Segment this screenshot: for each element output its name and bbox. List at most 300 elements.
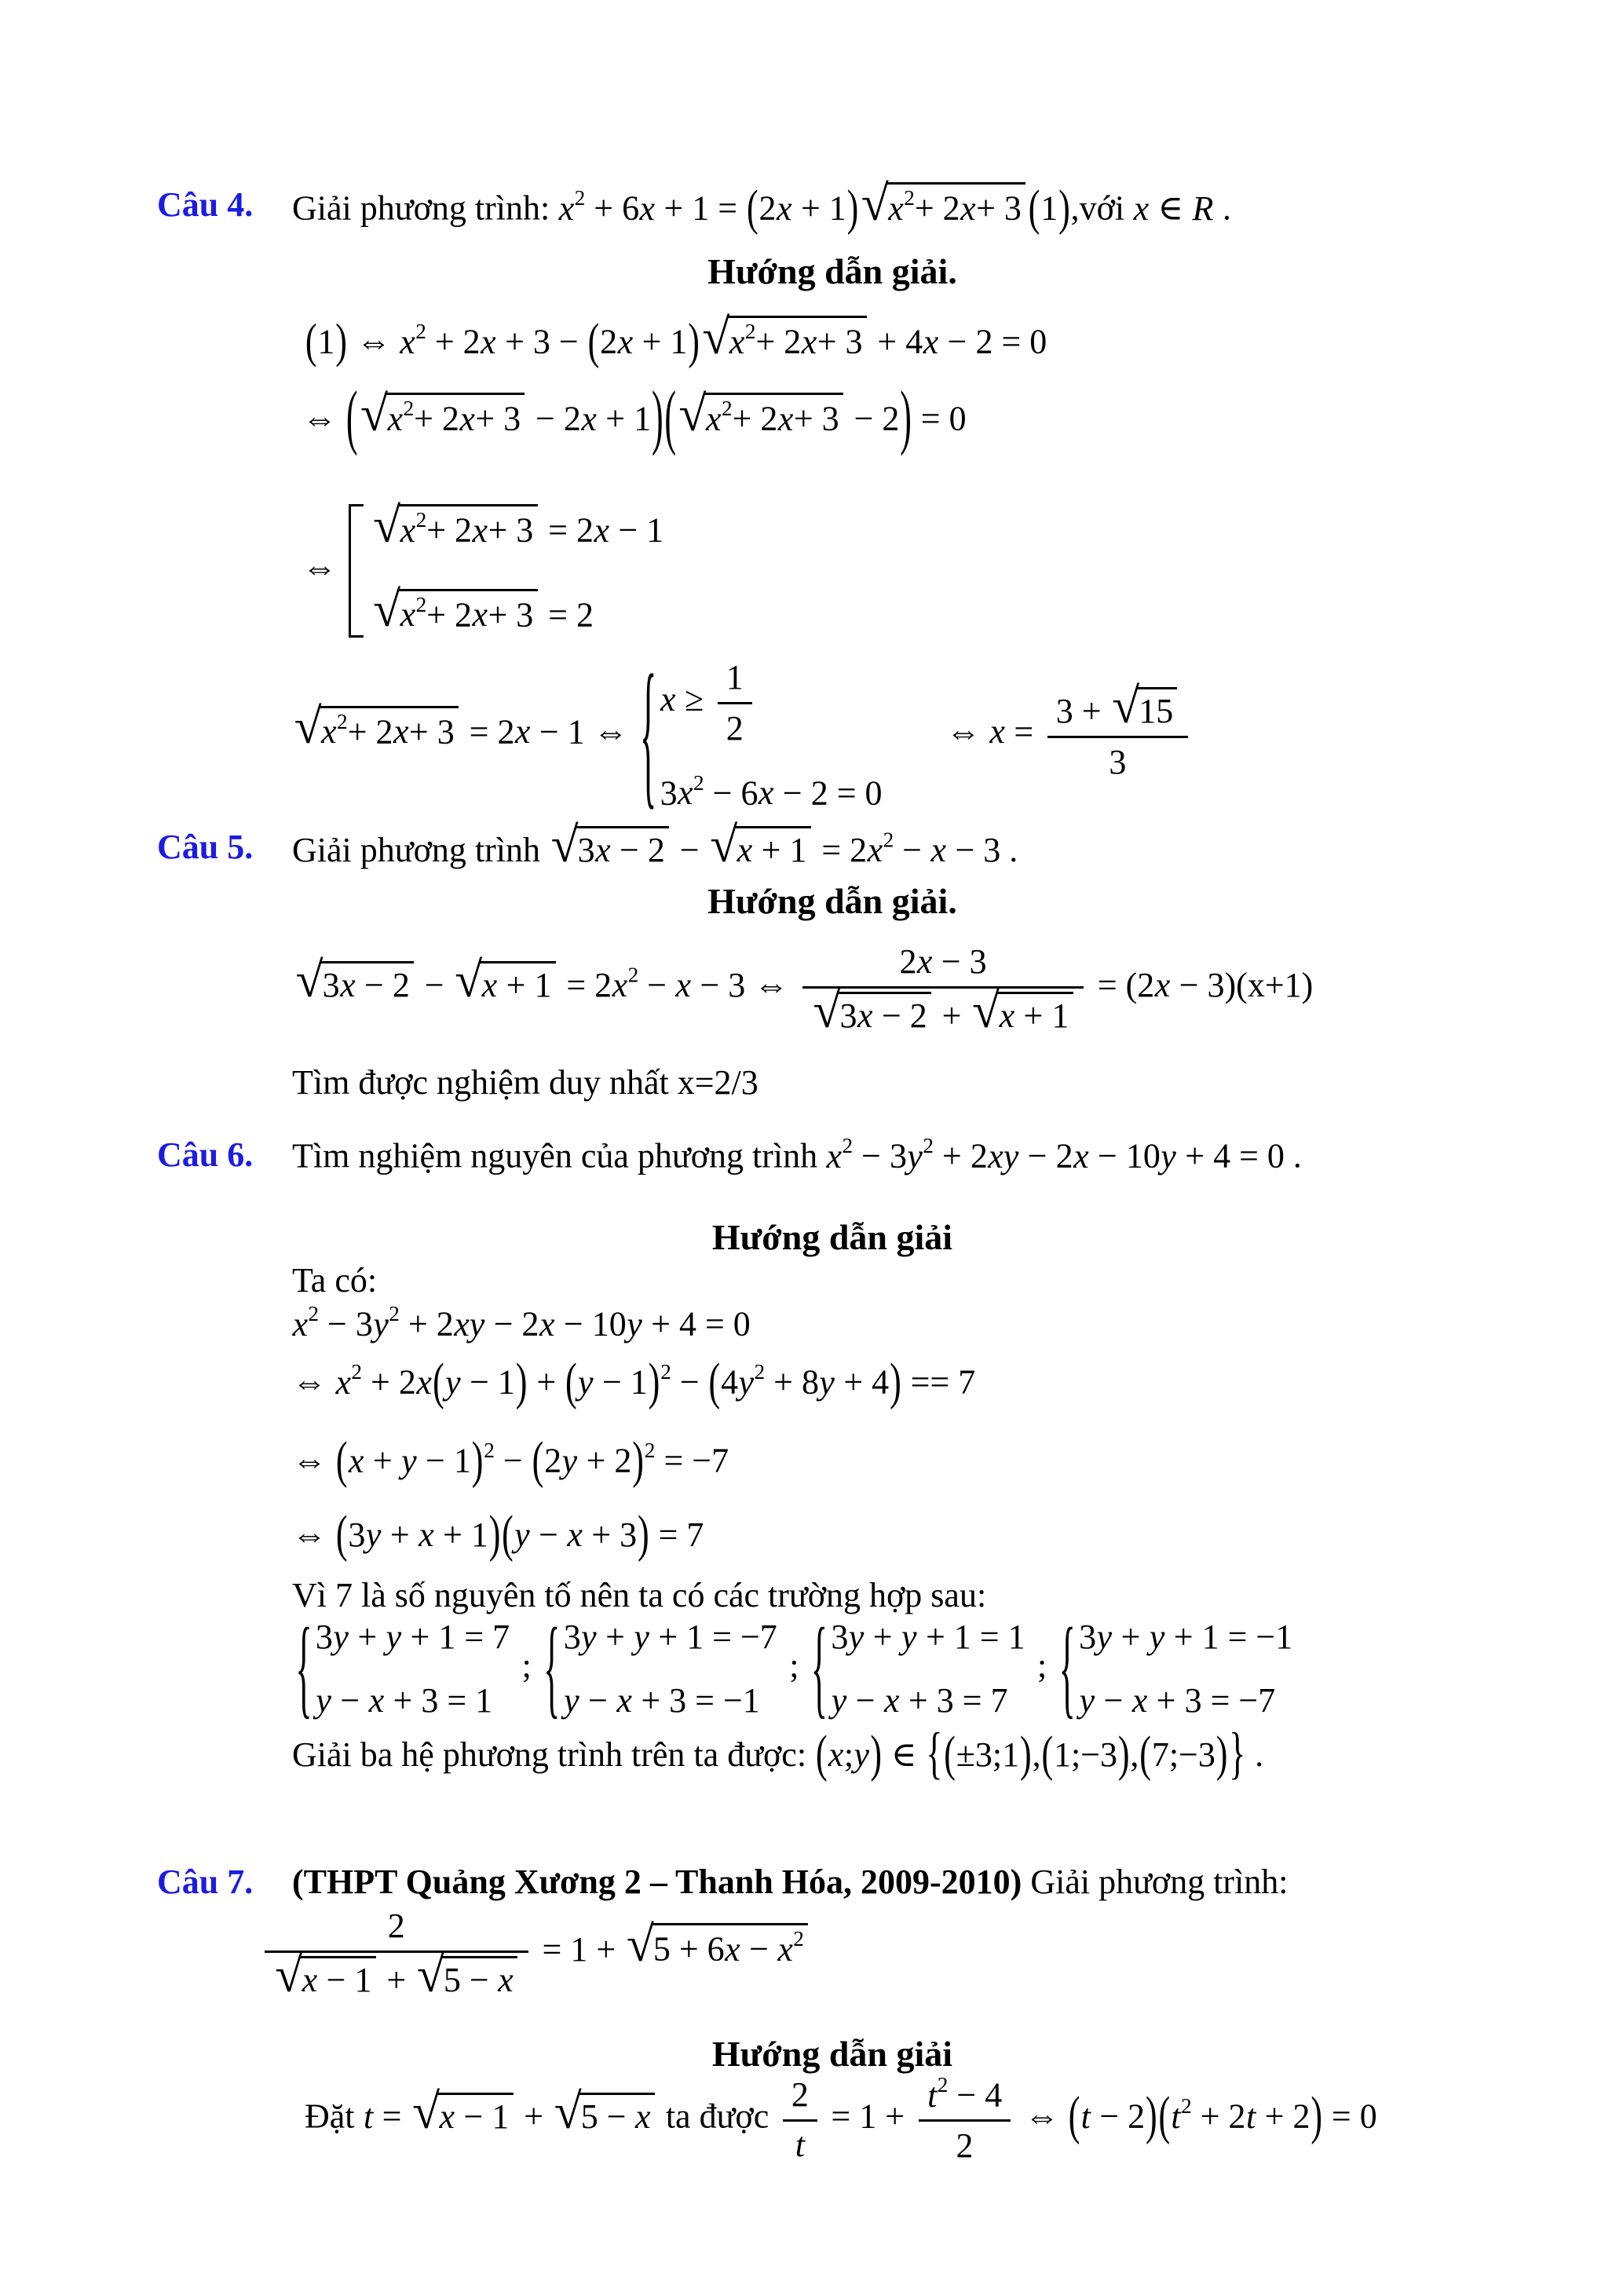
radicand [398,589,538,637]
q6-step-3 [292,1430,729,1489]
math-text: ⇔ [302,399,345,438]
stretched-paren: ( [1028,179,1040,236]
math-text: 5 − [443,1960,498,1999]
math-text: + 2 [426,595,473,634]
square-root [373,496,537,553]
square-root [554,2082,656,2139]
math-variable: x [801,322,817,361]
fraction [919,2071,1011,2168]
equation-row [316,1678,510,1723]
math-variable: x [581,399,597,438]
fraction-numerator [1047,678,1188,736]
math-variable: x [923,322,939,361]
square-root [373,581,537,638]
left-brace: { [1058,1605,1076,1730]
math-text: + 1 = [655,188,747,228]
q4-step-4 [292,642,1193,825]
math-variable: x [400,510,416,550]
math-variable: y [634,1618,649,1656]
math-superscript: 2 [337,709,348,733]
math-variable: x [1154,965,1171,1004]
math-text: − 1 [317,1960,372,1999]
delimited-group [295,1605,510,1730]
math-text: + 2 [755,322,802,361]
fraction-denominator [718,704,752,751]
math-text: − 3 [853,1136,907,1175]
math-text: 4 [721,1362,739,1402]
math-text: 3 [563,1618,581,1656]
math-variable: x [368,1681,385,1720]
math-text: ; [1029,1646,1056,1685]
math-text: − [415,965,453,1004]
math-text: . [1246,1735,1264,1774]
q6-step-4 [292,1504,704,1563]
stretched-paren: ) [688,313,700,369]
math-variable: y [514,1515,530,1554]
math-text: + 3 [976,188,1022,228]
math-variable: x [826,1136,843,1175]
fraction-denominator [1100,738,1135,784]
radical-sign: √ [275,1946,303,2002]
math-text: ,với [1070,188,1134,228]
q6-lead-in: Ta có: [292,1261,378,1300]
math-variable: y [831,1681,847,1720]
delimited-group [543,1605,777,1730]
radical-sign: √ [972,982,1000,1038]
math-text: + 3 − [496,322,587,361]
radical-sign: √ [626,1915,654,1972]
q7-equation [259,1903,810,2002]
math-variable: t [1171,2097,1181,2136]
math-text: + 2 [914,188,960,228]
square-root [678,385,843,441]
question-6-label: Câu 6. [157,1135,254,1174]
math-text: + 1 [434,1515,488,1554]
math-text: + 3 [793,399,839,438]
square-root [416,1946,518,2002]
math-variable: x [867,831,883,869]
math-text: ⇔ [292,1362,335,1402]
math-variable: t [1080,2097,1091,2136]
question-7-label: Câu 7. [157,1863,254,1901]
radicand [320,961,414,1007]
math-text: + [381,1515,419,1554]
math-text: = 2 [557,965,612,1004]
stretched-paren: ) [638,1504,649,1563]
stretched-paren: ( [502,1504,514,1563]
math-variable: x [416,1362,432,1402]
stretched-paren: ( [664,375,677,457]
math-text: − 2 [1091,2097,1146,2136]
math-variable: x [639,188,656,228]
math-text: 2 [387,1907,405,1945]
math-text: + 2 [426,322,481,361]
radicand [838,992,931,1037]
radicand [735,826,811,872]
math-text: Giải phương trình [292,831,549,869]
math-variable: t [927,2075,938,2115]
radical-sign: √ [550,817,579,872]
math-text: + 1 [791,188,846,228]
math-superscript: 2 [627,963,639,987]
math-text: ; [780,1646,808,1685]
math-text: + [1112,1618,1150,1656]
stretched-paren: ( [1139,1725,1151,1782]
stretched-paren: ( [433,1351,444,1410]
question-4-row [157,174,1231,236]
math-text: 2 [758,188,777,228]
equation-row [1079,1678,1292,1723]
math-variable: x [400,595,416,634]
math-text: Giải ba hệ phương trình trên ta được: [292,1735,816,1774]
math-superscript: 2 [693,770,704,795]
math-superscript: 2 [644,1439,656,1462]
math-variable: xy [454,1304,485,1344]
math-text: 5 + 6 [652,1929,725,1969]
math-variable: x [737,831,753,869]
equation-row [564,1614,777,1659]
math-text: − 10 [554,1304,627,1344]
math-text: + 1 = 7 [401,1618,510,1656]
math-superscript: 2 [415,320,426,343]
math-variable: x [960,188,976,228]
math-text: = [1005,712,1043,751]
math-text: − [894,831,931,869]
question-5-row [157,817,1018,872]
stretched-paren: ) [632,1430,644,1489]
math-variable: x [387,399,404,438]
math-text: − 2 [356,965,410,1004]
math-text: 2 [600,322,618,361]
math-text: == 7 [901,1362,976,1402]
math-text: 3 [1079,1618,1097,1656]
math-variable: x [678,773,693,813]
stretched-paren: ( [345,375,358,457]
math-variable: x [776,188,792,228]
math-variable: x [539,1304,555,1344]
equation-row [660,770,883,816]
math-variable: x [706,399,722,438]
stretched-paren: ( [1068,2085,1080,2145]
math-text: − [579,1681,616,1720]
math-text: , [1130,1735,1139,1774]
math-variable: y [373,1304,389,1344]
math-text: + 3 [488,510,534,550]
math-variable: x [989,712,1005,751]
math-text: ⇔ [302,547,345,587]
math-text: ⇔ [347,322,400,361]
math-text: + 3 = 7 [899,1681,1008,1720]
math-text: 3 + [1055,692,1110,731]
equation-rows [831,1614,1025,1724]
math-text: − 1 [609,510,664,550]
math-variable: x [857,996,873,1035]
math-text: + [349,1618,386,1656]
stretched-paren: ( [565,1351,577,1410]
math-text: 3 [839,996,857,1035]
math-variable: t [363,2097,374,2136]
equation-rows [371,496,664,638]
math-text: + 2 [347,712,393,751]
math-variable: y [738,1362,755,1402]
math-superscript: 2 [937,2073,949,2097]
q7-step-1 [305,2071,1377,2168]
math-text: + 2 [1191,2097,1246,2136]
stretched-paren: ) [1058,179,1070,236]
math-variable: x [594,510,609,550]
equation-row [316,1614,510,1659]
radicand [704,393,843,441]
square-root [861,174,1025,231]
math-superscript: 2 [660,1360,671,1384]
stretched-paren: } [1229,1721,1246,1786]
math-text: + [515,2097,553,2136]
math-variable: t [795,2126,805,2165]
fraction-numerator [718,655,752,702]
math-text: + 1 = −1 [1164,1618,1293,1656]
stretched-paren: ( [747,179,758,236]
math-text: + 1 [752,831,807,869]
q4-solution-heading: Hướng dẫn giải. [707,251,957,291]
math-text: + 4 = 0 [1176,1136,1285,1175]
math-text: + 3 [408,712,455,751]
math-text: . [1284,1136,1302,1175]
math-variable: x [321,712,337,751]
math-text: 3 [348,1515,366,1554]
math-text: + 1 [497,965,552,1004]
math-bold-text: (THPT Quảng Xương 2 – Thanh Hóa, 2009-2010) [292,1863,1022,1901]
radical-sign: √ [373,496,401,553]
question-4-statement [292,174,1231,236]
radical-sign: √ [702,308,730,364]
math-text: Giải phương trình: [1022,1863,1289,1901]
math-text: + 3 = −1 [632,1681,760,1720]
math-text: − 3 [946,831,1001,869]
stretched-paren: ( [1158,2085,1171,2145]
math-variable: y [1149,1618,1165,1656]
math-variable: x [472,595,488,634]
math-variable: x [400,322,415,361]
math-text: − 2 [527,399,581,438]
math-text: , [1032,1735,1041,1774]
math-variable: x [634,2097,651,2136]
stretched-paren: ) [890,1351,901,1410]
stretched-paren: ( [305,313,317,368]
math-variable: y [578,1362,594,1402]
stretched-paren: ) [1215,1725,1228,1782]
math-text: − [1095,1681,1132,1720]
math-text: + 2 [399,1304,454,1344]
stretched-paren: ) [471,1430,484,1489]
radical-sign: √ [360,385,389,441]
equation-row [371,496,664,553]
math-text: ⇔ [292,1441,335,1480]
math-variable: y [907,1136,923,1175]
math-text: 2 [899,942,917,981]
stretched-paren: ) [335,313,347,368]
math-text: − 2 [845,399,900,438]
question-5-statement [292,817,1018,872]
fraction-numerator [919,2071,1011,2119]
math-text: 2 [791,2075,809,2114]
q6-systems [292,1605,1296,1730]
math-text: + 2 [577,1441,632,1480]
math-variable: x [595,831,611,869]
radicand [386,393,525,441]
math-variable: x [660,679,676,718]
stretched-paren: ) [1310,2085,1323,2145]
math-superscript: 2 [793,1927,804,1951]
math-variable: x [777,399,794,438]
stretched-paren: ) [1117,1725,1130,1782]
equation-rows [1079,1614,1292,1724]
math-text: ⇔ [937,712,989,751]
question-6-statement [292,1132,1302,1179]
equation-row [831,1678,1025,1723]
stretched-paren: ) [651,375,663,457]
math-text: ta được [656,2097,778,2136]
math-variable: x [725,1929,740,1969]
math-superscript: 2 [389,1302,400,1325]
q6-step-1 [292,1300,751,1347]
math-text: − [846,1681,884,1720]
math-text: 3 [660,773,678,813]
square-root [295,951,415,1007]
math-variable: x [558,188,575,228]
math-text: + 2 [426,510,473,550]
math-text: − 4 [948,2075,1003,2115]
math-variable: y [1096,1618,1113,1656]
math-text: ⇔ [292,1515,335,1554]
math-text: = 0 [1322,2097,1377,2136]
math-variable: x [1133,188,1150,228]
math-text: + [933,996,971,1035]
left-brace: { [640,642,657,825]
math-text: + 3 = 1 [384,1681,493,1720]
math-variable: x [777,1929,793,1969]
math-text: ∈ [882,1735,926,1774]
math-text: − 1 [455,2097,510,2136]
left-brace: { [543,1605,561,1730]
math-text: 2 [544,1441,562,1480]
math-variable: x [616,1681,632,1720]
math-text: . [1213,188,1231,228]
math-variable: x [884,1681,900,1720]
q5-unique-root-note: Tìm được nghiệm duy nhất x=2/3 [292,1063,758,1102]
math-superscript: 2 [415,508,427,532]
math-variable: y [316,1681,331,1720]
stretched-paren: ) [1020,1725,1032,1782]
math-text: − [530,1515,567,1554]
square-root [813,982,932,1038]
math-text: 3 [1109,743,1127,782]
square-root [550,817,670,872]
radical-sign: √ [295,951,324,1007]
stretched-paren: ( [815,1724,828,1782]
stretched-paren: ( [532,1430,544,1489]
math-text: + 1 [633,322,688,361]
math-text: 7;−3 [1151,1735,1215,1774]
math-superscript: 2 [842,1134,854,1157]
square-root [710,817,811,872]
math-text: = 1 + [533,1929,625,1969]
q4-step-2 [302,375,967,457]
math-variable: x [1131,1681,1148,1720]
radicand [437,2093,514,2138]
math-text: − 2 [611,831,665,869]
math-text: − 3 [319,1304,373,1344]
radical-sign: √ [1112,678,1140,734]
math-text: = [373,2097,411,2136]
stretched-paren: ( [708,1351,721,1410]
math-text: = −7 [655,1441,729,1480]
equation-row [660,655,883,751]
left-brace: { [810,1605,828,1730]
stretched-paren: ) [488,1504,501,1563]
math-text: − 3 [932,942,987,981]
square-root [1112,678,1177,734]
square-root [275,1946,376,2002]
question-6-row [157,1132,1302,1179]
radical-sign: √ [861,174,889,231]
math-variable: x [459,399,475,438]
radical-sign: √ [373,581,401,638]
math-variable: x [916,942,933,981]
math-text: = 2 [539,510,594,550]
math-text: − 2 = 0 [773,773,883,813]
math-text: + 4 = 0 [642,1304,751,1344]
math-variable: x [348,1441,364,1480]
stretched-paren: ) [1146,2085,1157,2145]
equation-rows [660,655,883,816]
math-variable: y [561,1441,578,1480]
math-variable: y [365,1515,382,1554]
math-variable: x [617,322,634,361]
delimited-group [349,496,664,638]
math-variable: x [828,1735,844,1774]
square-root [626,1915,808,1972]
math-text: + 3 [583,1515,638,1554]
math-text: . [1000,831,1018,869]
q4-step-3 [302,496,667,638]
math-text: − 2 = 0 [938,322,1047,361]
math-text: 2 [726,708,744,748]
math-text: − 1 [461,1362,515,1402]
math-text: + 2 [414,399,459,438]
radicand [1137,687,1177,733]
radical-sign: √ [412,2082,440,2139]
math-text: + [864,1618,901,1656]
q6-step-2 [292,1351,976,1410]
stretched-paren: ) [648,1351,660,1410]
math-text: 15 [1139,692,1174,731]
math-text: Đặt [305,2097,364,2136]
math-text: ±3;1 [956,1735,1020,1774]
fraction-numerator [890,939,995,986]
stretched-paren: ) [515,1351,528,1410]
math-variable: y [386,1618,402,1656]
square-root [294,698,459,755]
math-text: + 3 [488,595,534,634]
stretched-paren: ) [870,1724,883,1782]
math-superscript: 2 [923,1134,934,1157]
math-variable: x [1073,1136,1089,1175]
math-text: Giải phương trình: [292,188,559,228]
delimited-group [640,642,883,825]
math-text: − 10 [1089,1136,1161,1175]
math-variable: x [481,965,498,1004]
math-text: + [528,1362,565,1402]
